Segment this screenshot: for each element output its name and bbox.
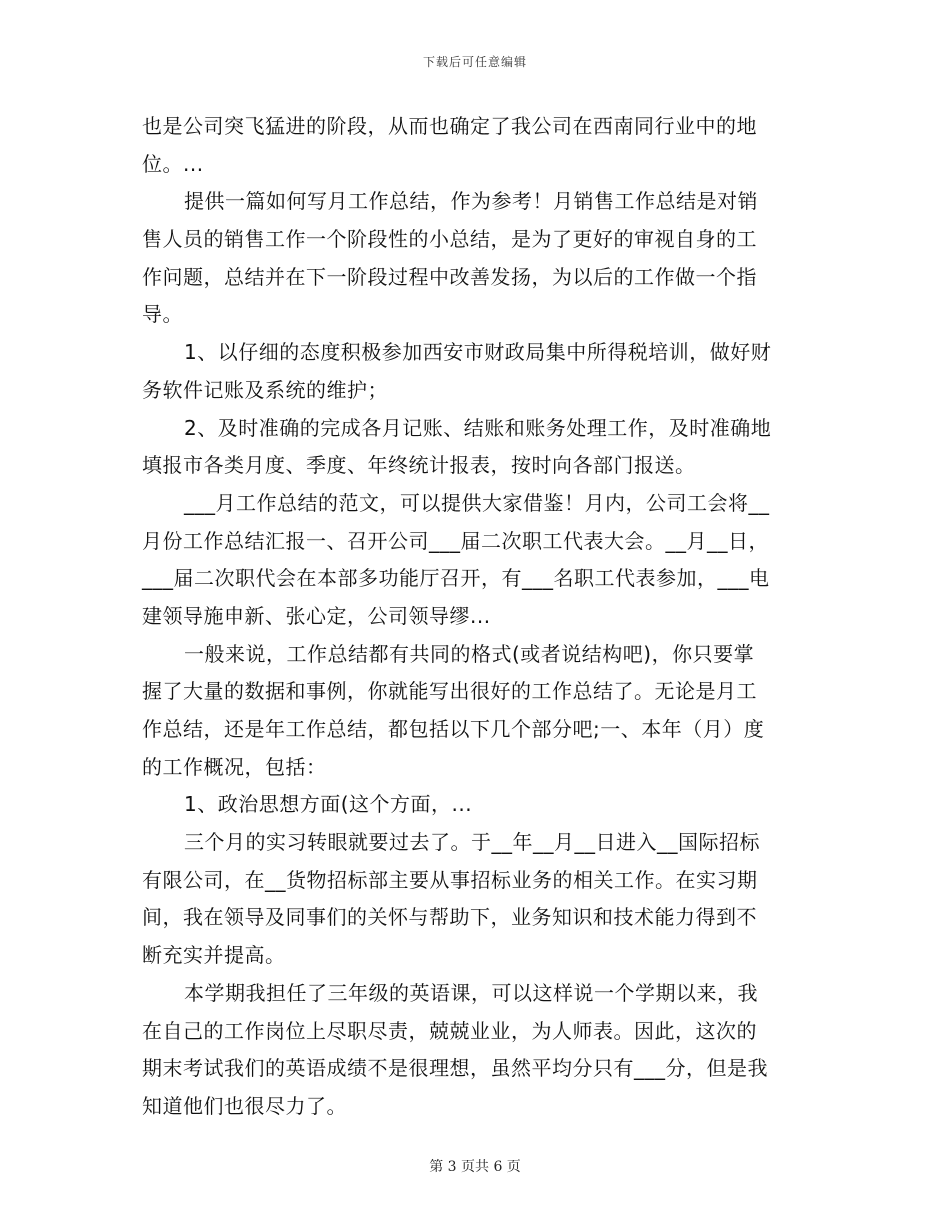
text-line: 提供一篇如何写月工作总结，作为参考！月销售工作总结是对销 [184,189,758,214]
text-line: 知道他们也很尽力了。 [142,1093,347,1118]
text-line: 导。 [142,302,183,327]
text-line: 作总结，还是年工作总结，都包括以下几个部分吧;一、本年（月）度 [142,717,765,741]
text-line: 握了大量的数据和事例，你就能写出很好的工作总结了。无论是月工 [142,679,757,704]
text-line: 的工作概况，包括： [142,754,327,779]
page-header: 下载后可任意编辑 [422,55,527,69]
text-line: 作问题，总结并在下一阶段过程中改善发扬，为以后的工作做一个指 [142,264,757,289]
text-line: 务软件记账及系统的维护； [142,377,388,402]
text-line: 有限公司，在__货物招标部主要从事招标业务的相关工作。在实习期 [142,867,758,892]
text-line: 售人员的销售工作一个阶段性的小总结，是为了更好的审视自身的工 [142,227,757,252]
paragraph [142,183,812,334]
text-line: 1、政治思想方面(这个方面，... [184,792,473,817]
text-line: ___届二次职代会在本部多功能厅召开，有___名职工代表参加，___电 [142,566,770,591]
paragraph [142,485,812,636]
text-line: 月份工作总结汇报一、召开公司___届二次职工代表大会。__月__日， [142,528,769,553]
text-line: 本学期我担任了三年级的英语课，可以这样说一个学期以来，我 [184,980,758,1005]
paragraph [142,636,812,787]
text-line: 一般来说，工作总结都有共同的格式(或者说结构吧)，你只要掌 [184,641,755,666]
paragraph [142,410,812,485]
text-line: 位。... [142,151,204,176]
text-line: 间，我在领导及同事们的关怀与帮助下，业务知识和技术能力得到不 [142,905,757,930]
text-line: 在自己的工作岗位上尽职尽责，兢兢业业，为人师表。因此，这次的 [142,1018,757,1043]
text-line: 2、及时准确的完成各月记账、结账和账务处理工作，及时准确地 [184,415,772,440]
text-line: 1、以仔细的态度积极参加西安市财政局集中所得税培训，做好财 [184,340,772,365]
paragraph [142,786,812,824]
document-body [142,108,812,1126]
text-line: ___月工作总结的范文，可以提供大家借鉴！月内，公司工会将__ [184,490,770,515]
text-line: 建领导施申新、张心定，公司领导缪... [142,603,491,628]
text-line: 填报市各类月度、季度、年终统计报表，按时向各部门报送。 [142,453,696,478]
text-line: 断充实并提高。 [142,943,286,968]
text-line: 也是公司突飞猛进的阶段，从而也确定了我公司在西南同行业中的地 [142,114,757,138]
paragraph [142,108,812,183]
paragraph [142,824,812,975]
text-line: 三个月的实习转眼就要过去了。于__年__月__日进入__国际招标 [184,830,760,855]
paragraph [142,975,812,1126]
text-line: 期末考试我们的英语成绩不是很理想，虽然平均分只有___分，但是我 [142,1056,768,1081]
paragraph [142,334,812,409]
page-number: 第 3 页共 6 页 [429,1159,521,1175]
